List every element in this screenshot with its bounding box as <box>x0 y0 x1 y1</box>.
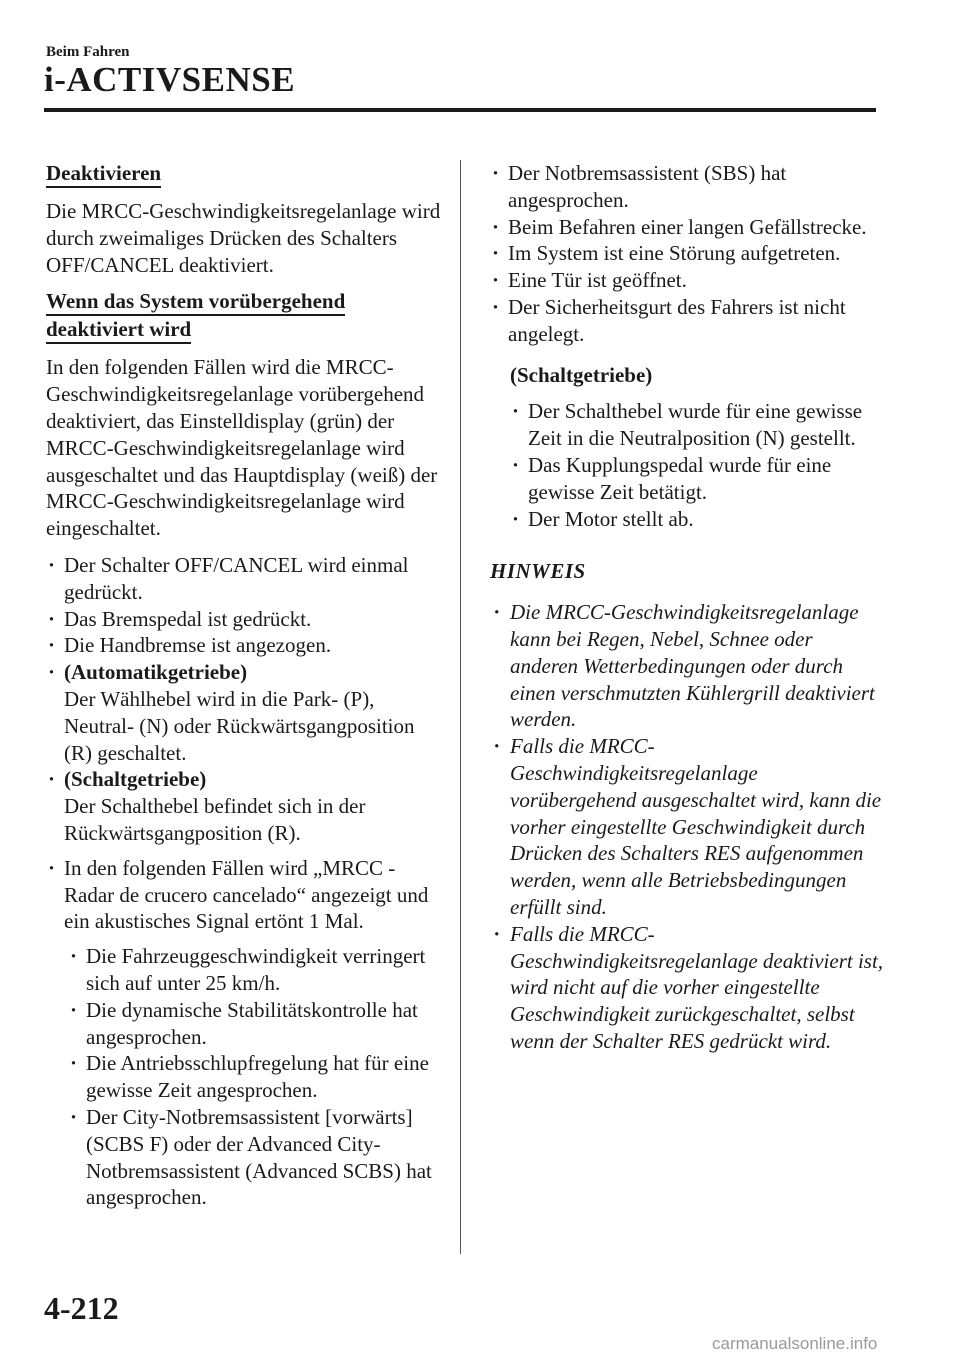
manual-condition-list <box>490 398 885 532</box>
heading-temporary-line2: deaktiviert wird <box>46 316 191 344</box>
list-item: · Der City-Notbremsassistent [vorwärts] (SCBS F) oder der Advanced City-Notbremsassistent (Advanced SCBS) hat angesprochen. <box>68 1104 446 1211</box>
list-item: · Der Sicherheitsgurt des Fahrers ist nicht angelegt. <box>490 294 885 348</box>
section-label: Beim Fahren <box>46 44 130 60</box>
list-item <box>46 766 446 846</box>
page-number: 4-212 <box>44 1290 119 1326</box>
paragraph-deactivate: Die MRCC-Geschwindigkeitsregelanlage wird durch zweimaliges Drücken des Schalters OFF/CANCEL deaktiviert. <box>46 199 441 277</box>
page-title: i-ACTIVSENSE <box>44 60 296 99</box>
list-item: · Der Motor stellt ab. <box>510 506 885 533</box>
sub-condition-list <box>68 943 446 1211</box>
list-item-text: Der Wählhebel wird in die Park- (P), Neutral- (N) oder Rückwärtsgangposition (R) geschaltet. <box>64 686 415 765</box>
list-item: · Die Handbremse ist angezogen. <box>46 632 446 659</box>
list-item: · Eine Tür ist geöffnet. <box>490 267 885 294</box>
list-item-heading: (Schaltgetriebe) <box>64 767 207 792</box>
list-item: · Der Schalthebel wurde für eine gewisse Zeit in die Neutralposition (N) gestellt. <box>510 398 885 452</box>
heading-deactivate: Deaktivieren <box>46 160 161 188</box>
list-item: · Beim Befahren einer langen Gefällstrecke. <box>490 214 885 241</box>
note-item: · Falls die MRCC-Geschwindigkeitsregelanlage deaktiviert ist, wird nicht auf die vorher eingestellte Geschwindigkeit zurückgeschaltet, selbst wenn der Schalter RES gedrückt wird. <box>492 921 885 1055</box>
column-divider <box>460 160 461 1254</box>
paragraph-temporary: In den folgenden Fällen wird die MRCC-Geschwindigkeitsregelanlage vorübergehend deaktiviert, das Einstelldisplay (grün) der MRCC-Geschwindigkeitsregelanlage wird ausgeschaltet und das Hauptdisplay (weiß) der MRCC-Geschwindigkeitsregelanlage wird eingeschaltet. <box>46 355 438 541</box>
heading-temporary-line1: Wenn das System vorübergehend <box>46 288 345 316</box>
sub-condition-list-cont <box>490 160 885 348</box>
left-column <box>46 160 446 1211</box>
heading-temporary <box>46 288 446 344</box>
list-item: · Die dynamische Stabilitätskontrolle hat angesprochen. <box>68 997 446 1051</box>
list-item-text: Der Schalthebel befindet sich in der Rückwärtsgangposition (R). <box>64 794 366 845</box>
right-column <box>490 160 885 1055</box>
list-item: · Das Bremspedal ist gedrückt. <box>46 606 446 633</box>
list-item: · In den folgenden Fällen wird „MRCC - Radar de crucero cancelado“ angezeigt und ein akustisches Signal ertönt 1 Mal. <box>46 855 446 935</box>
list-item: · Die Antriebsschlupfregelung hat für eine gewisse Zeit angesprochen. <box>68 1050 446 1104</box>
manual-transmission-heading: (Schaltgetriebe) <box>510 362 653 387</box>
note-item: · Falls die MRCC-Geschwindigkeitsregelanlage vorübergehend ausgeschaltet wird, kann die vorher eingestellte Geschwindigkeit durch Drücken des Schalters RES aufgenommen werden, wenn alle Betriebsbedingungen erfüllt sind. <box>492 733 885 921</box>
note-list <box>490 599 885 1055</box>
list-item: · Im System ist eine Störung aufgetreten. <box>490 240 885 267</box>
list-item: · Der Notbremsassistent (SBS) hat angesprochen. <box>490 160 885 214</box>
list-item: · Der Schalter OFF/CANCEL wird einmal gedrückt. <box>46 552 446 606</box>
note-item: · Die MRCC-Geschwindigkeitsregelanlage kann bei Regen, Nebel, Schnee oder anderen Wetterbedingungen oder durch einen verschmutzten Kühlergrill deaktiviert werden. <box>492 599 885 733</box>
watermark: carmanualsonline.info <box>712 1334 878 1353</box>
list-item: · Die Fahrzeuggeschwindigkeit verringert sich auf unter 25 km/h. <box>68 943 446 997</box>
list-item-heading: (Automatikgetriebe) <box>64 660 248 685</box>
condition-list <box>46 552 446 935</box>
list-item: · Das Kupplungspedal wurde für eine gewisse Zeit betätigt. <box>510 452 885 506</box>
note-heading: HINWEIS <box>490 559 586 584</box>
list-item <box>46 659 446 766</box>
header-rule <box>44 108 876 112</box>
